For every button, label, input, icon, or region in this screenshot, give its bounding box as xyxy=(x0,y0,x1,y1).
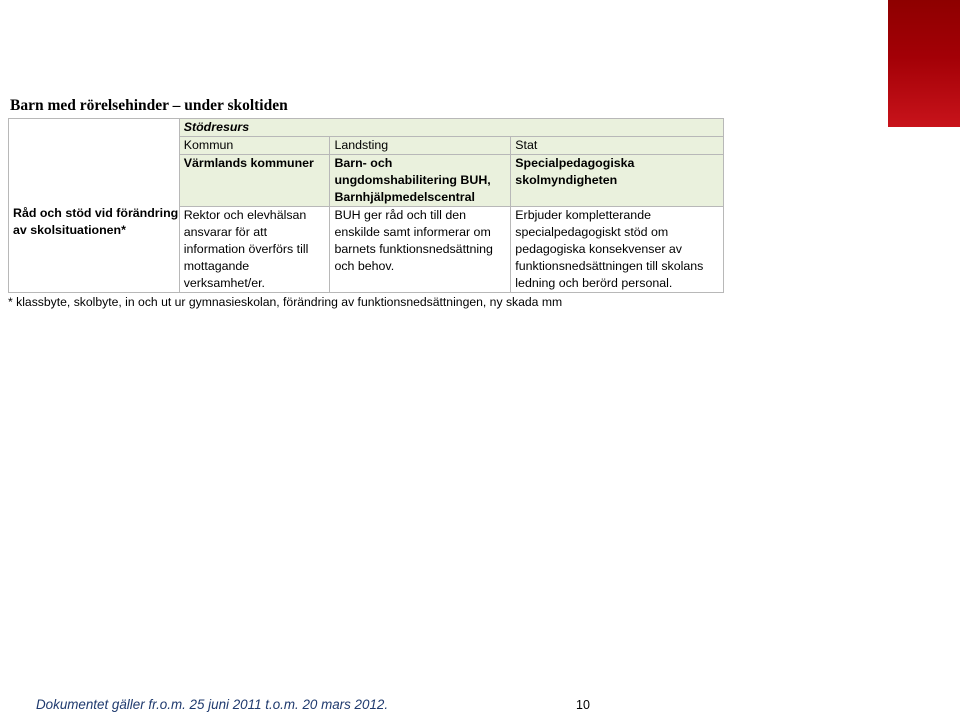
level-kommun: Kommun xyxy=(179,137,330,155)
corner-decoration xyxy=(888,0,960,127)
org-kommun: Värmlands kommuner xyxy=(179,155,330,207)
support-stat: Erbjuder kompletterande specialpedagogiskt stöd om pedagogiska konsekvenser av funktionsnedsättningen till skolans ledning och berörd personal. xyxy=(511,207,724,293)
level-landsting: Landsting xyxy=(330,137,511,155)
page-number: 10 xyxy=(576,698,590,712)
support-table xyxy=(8,118,724,293)
level-stat: Stat xyxy=(511,137,724,155)
support-landsting: BUH ger råd och till den enskilde samt informerar om barnets funktionsnedsättning och behov. xyxy=(330,207,511,293)
org-stat: Specialpedagogiska skolmyndigheten xyxy=(511,155,724,207)
stodresurs-header: Stödresurs xyxy=(179,119,723,137)
org-landsting: Barn- och ungdomshabilitering BUH, Barnhjälpmedelscentral xyxy=(330,155,511,207)
row-label: Råd och stöd vid förändring av skolsituationen* xyxy=(9,119,180,293)
table-row xyxy=(9,119,724,137)
page-title: Barn med rörelsehinder – under skoltiden xyxy=(10,97,288,114)
footer-validity: Dokumentet gäller fr.o.m. 25 juni 2011 t.o.m. 20 mars 2012. xyxy=(36,697,389,712)
support-kommun: Rektor och elevhälsan ansvarar för att information överförs till mottagande verksamhet/er. xyxy=(179,207,330,293)
footnote: * klassbyte, skolbyte, in och ut ur gymnasieskolan, förändring av funktionsnedsättningen, ny skada mm xyxy=(8,295,563,309)
